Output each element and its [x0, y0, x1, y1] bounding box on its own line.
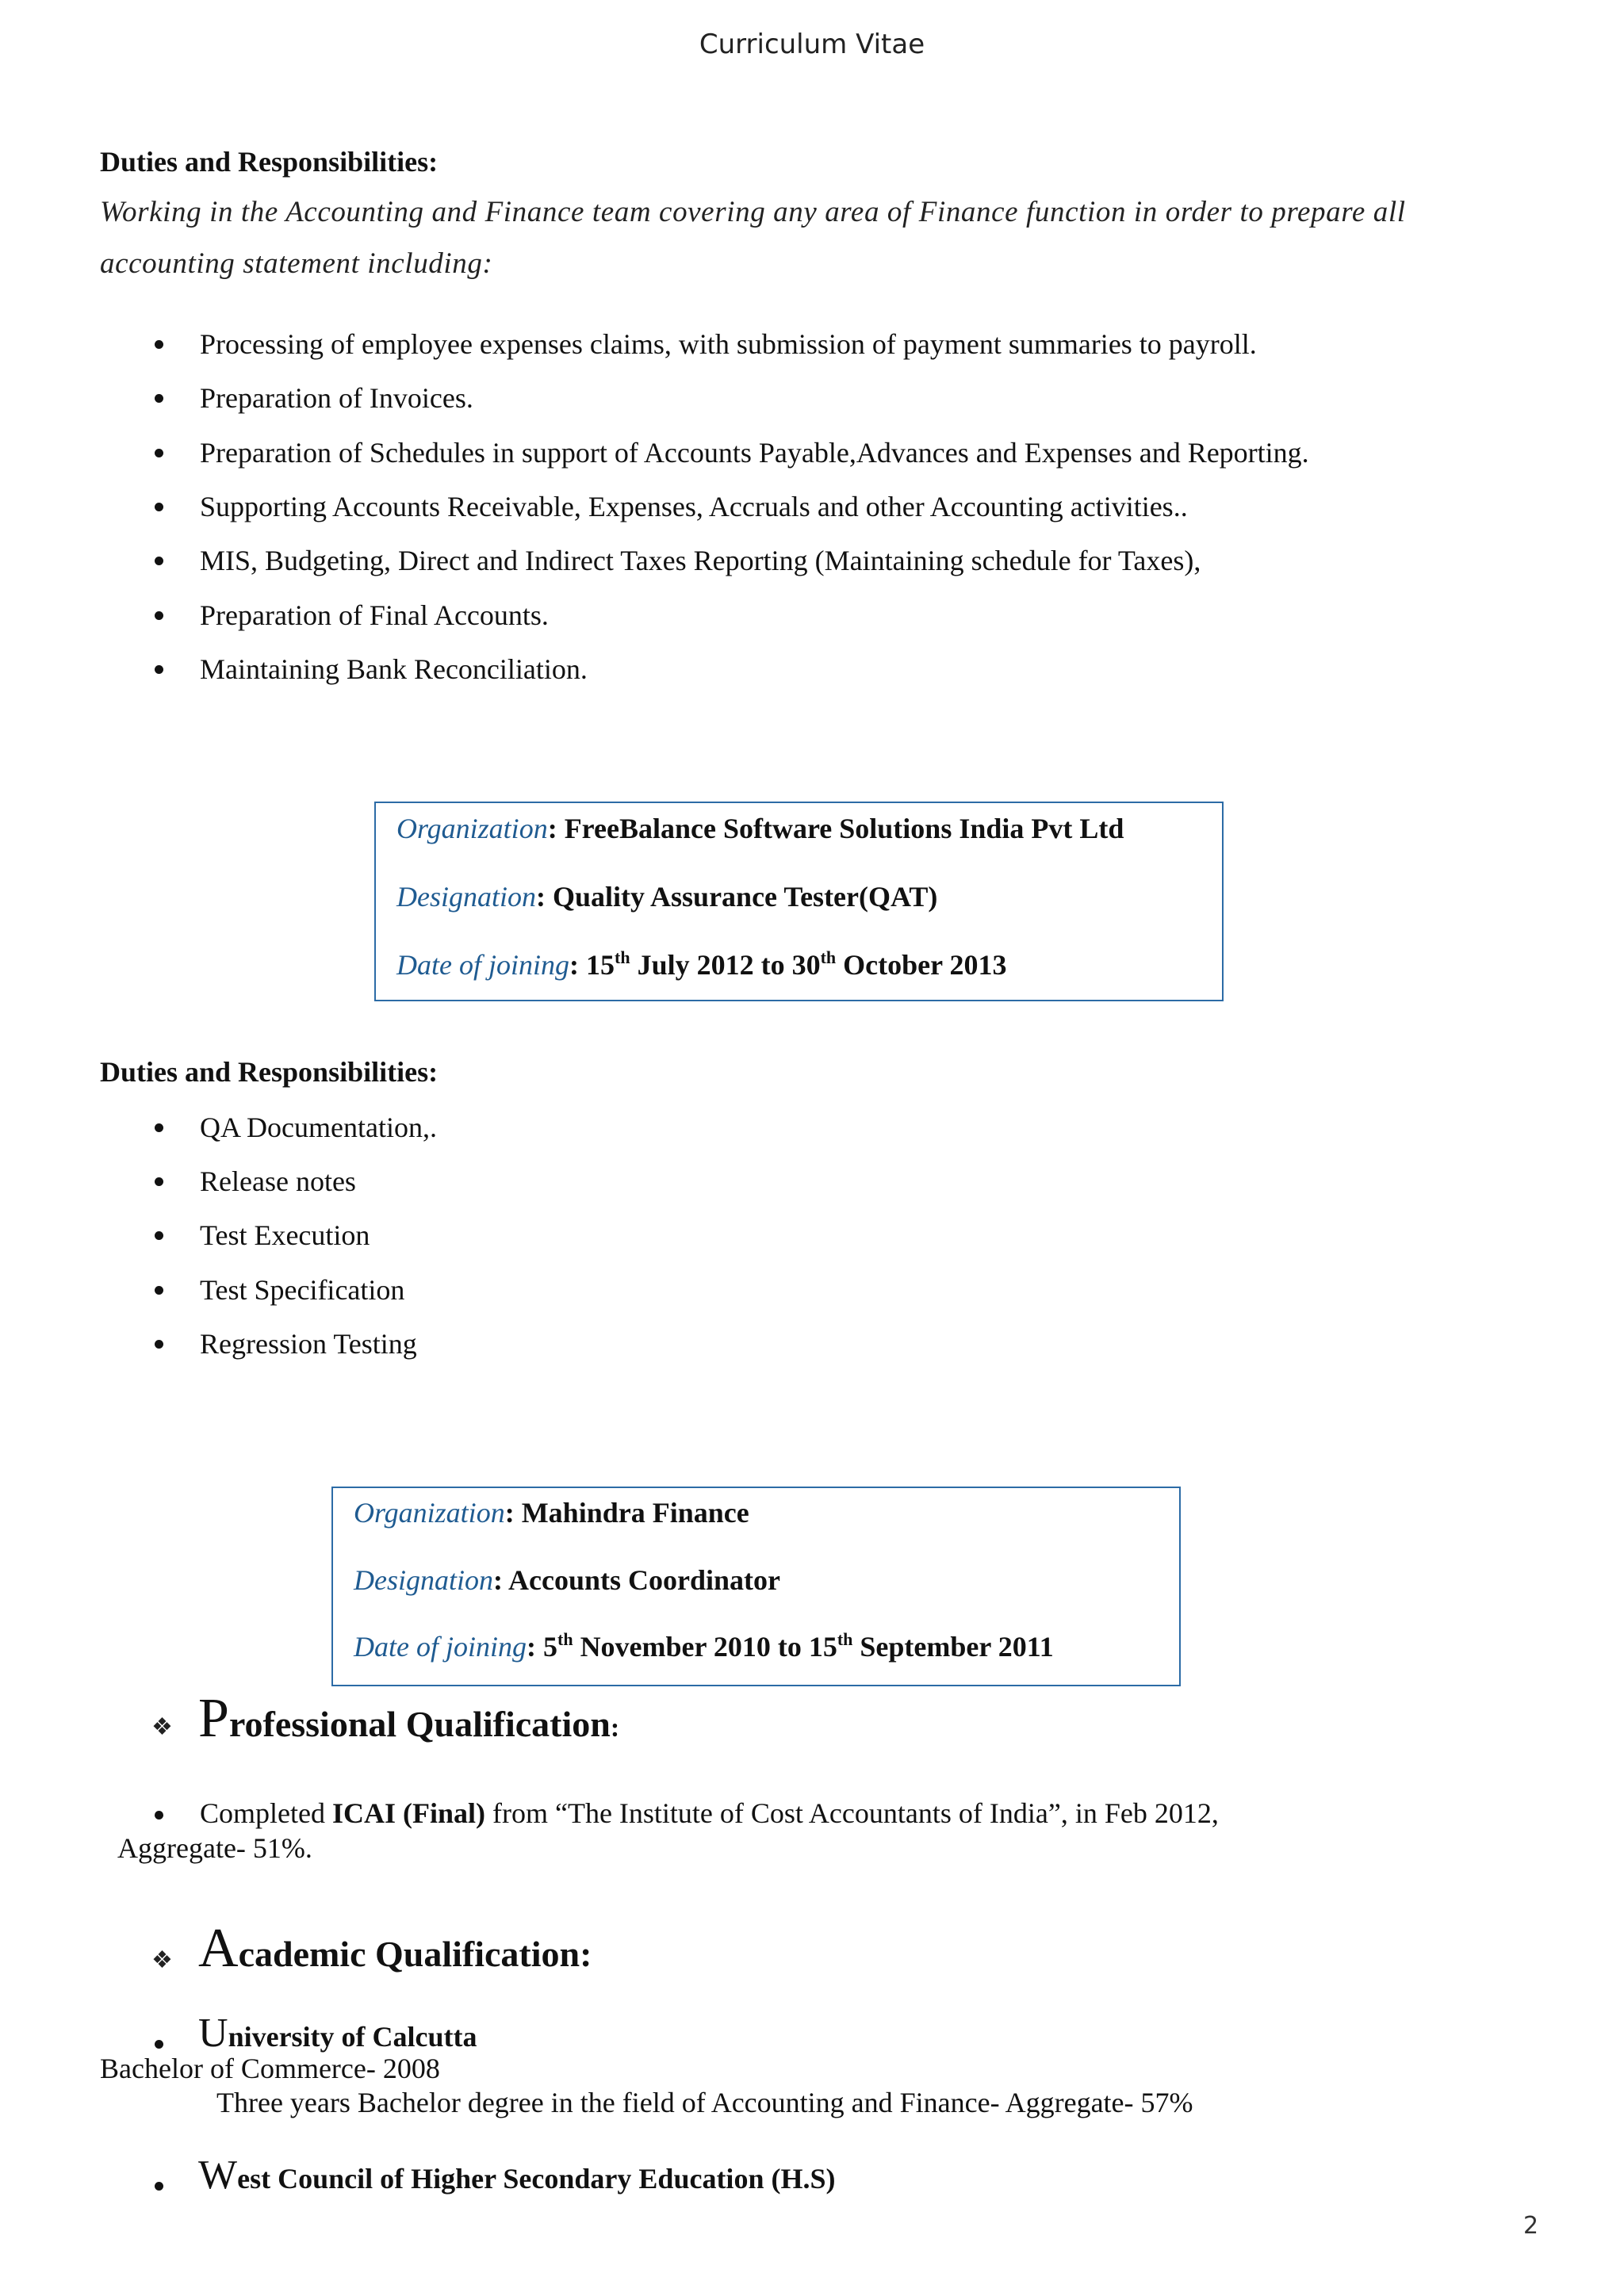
job-org-row: Organization: Mahindra Finance — [354, 1497, 749, 1529]
duties-list-2 — [200, 1110, 437, 1380]
list-item: Supporting Accounts Receivable, Expenses, Accruals and other Accounting activities.. — [200, 489, 1309, 543]
designation-label: Designation — [396, 881, 536, 913]
bullet-icon — [155, 611, 163, 620]
page-number: 2 — [1523, 2212, 1539, 2240]
bullet-icon — [155, 1123, 163, 1132]
bullet-icon — [155, 1811, 163, 1820]
designation-label: Designation — [354, 1564, 493, 1596]
degree-description: Three years Bachelor degree in the field of Accounting and Finance- Aggregate- 57% — [216, 2087, 1193, 2118]
bullet-icon — [155, 2040, 163, 2049]
org-label: Organization — [354, 1497, 505, 1529]
job-date-row: Date of joining: 15th July 2012 to 30th October 2013 — [396, 947, 1007, 981]
duties-intro — [100, 186, 1543, 289]
list-item: Processing of employee expenses claims, with submission of payment summaries to payroll. — [200, 327, 1309, 381]
diamond-bullet-icon: ❖ — [151, 1947, 173, 1973]
professional-qualification-title: Professional Qualification: — [198, 1688, 620, 1749]
professional-item: Completed ICAI (Final) from “The Institute of Cost Accountants of India”, in Feb 2012, — [200, 1797, 1219, 1829]
job-designation-row: Designation: Accounts Coordinator — [354, 1564, 780, 1596]
list-item: QA Documentation,. — [200, 1110, 437, 1164]
org-value: FreeBalance Software Solutions India Pvt Ltd — [564, 813, 1124, 844]
professional-aggregate: Aggregate- 51%. — [117, 1832, 312, 1864]
list-item: MIS, Budgeting, Direct and Indirect Taxes Reporting (Maintaining schedule for Taxes), — [200, 543, 1309, 598]
duties-list-1 — [200, 327, 1309, 706]
list-item: Test Execution — [200, 1218, 437, 1272]
university-title: University of Calcutta — [198, 2011, 477, 2056]
date-value: 5th November 2010 to 15th September 2011 — [543, 1629, 1054, 1663]
bullet-icon — [155, 1340, 163, 1349]
academic-qualification-title: Academic Qualification: — [198, 1918, 592, 1979]
bullet-icon — [155, 503, 163, 511]
list-item: Preparation of Final Accounts. — [200, 598, 1309, 652]
degree-line: Bachelor of Commerce- 2008 — [100, 2053, 440, 2084]
list-item: Test Specification — [200, 1272, 437, 1326]
job-org-row: Organization: FreeBalance Software Solutions India Pvt Ltd — [396, 813, 1124, 844]
list-item: Preparation of Schedules in support of Accounts Payable,Advances and Expenses and Reporting. — [200, 435, 1309, 489]
bullet-icon — [155, 1231, 163, 1240]
bullet-icon — [155, 557, 163, 565]
job-designation-row: Designation: Quality Assurance Tester(QAT) — [396, 881, 938, 913]
job-date-row: Date of joining: 5th November 2010 to 15th September 2011 — [354, 1629, 1054, 1663]
page-header: Curriculum Vitae — [699, 29, 925, 60]
bullet-icon — [155, 2182, 163, 2191]
intro-line-2: accounting statement including: — [100, 247, 493, 280]
list-item: Release notes — [200, 1164, 437, 1218]
list-item: Preparation of Invoices. — [200, 381, 1309, 435]
designation-value: Quality Assurance Tester(QAT) — [553, 881, 938, 913]
bullet-icon — [155, 1286, 163, 1295]
date-label: Date of joining — [396, 949, 569, 981]
bullet-icon — [155, 665, 163, 674]
bullet-icon — [155, 394, 163, 403]
org-value: Mahindra Finance — [521, 1497, 749, 1529]
intro-line-1: Working in the Accounting and Finance team covering any area of Finance function in order to prepare all — [100, 196, 1406, 228]
diamond-bullet-icon: ❖ — [151, 1714, 173, 1740]
date-label: Date of joining — [354, 1631, 527, 1663]
bullet-icon — [155, 449, 163, 457]
duties-heading-2: Duties and Responsibilities: — [100, 1056, 439, 1088]
date-value: 15th July 2012 to 30th October 2013 — [586, 947, 1007, 981]
designation-value: Accounts Coordinator — [508, 1564, 780, 1596]
duties-heading-1: Duties and Responsibilities: — [100, 146, 439, 178]
org-label: Organization — [396, 813, 548, 844]
hs-council-title: West Council of Higher Secondary Education (H.S) — [198, 2152, 836, 2198]
bullet-icon — [155, 1177, 163, 1186]
job-box-mahindra — [331, 1487, 1181, 1686]
bullet-icon — [155, 340, 163, 349]
list-item: Maintaining Bank Reconciliation. — [200, 652, 1309, 706]
job-box-freebalance — [374, 802, 1224, 1001]
list-item: Regression Testing — [200, 1326, 437, 1380]
